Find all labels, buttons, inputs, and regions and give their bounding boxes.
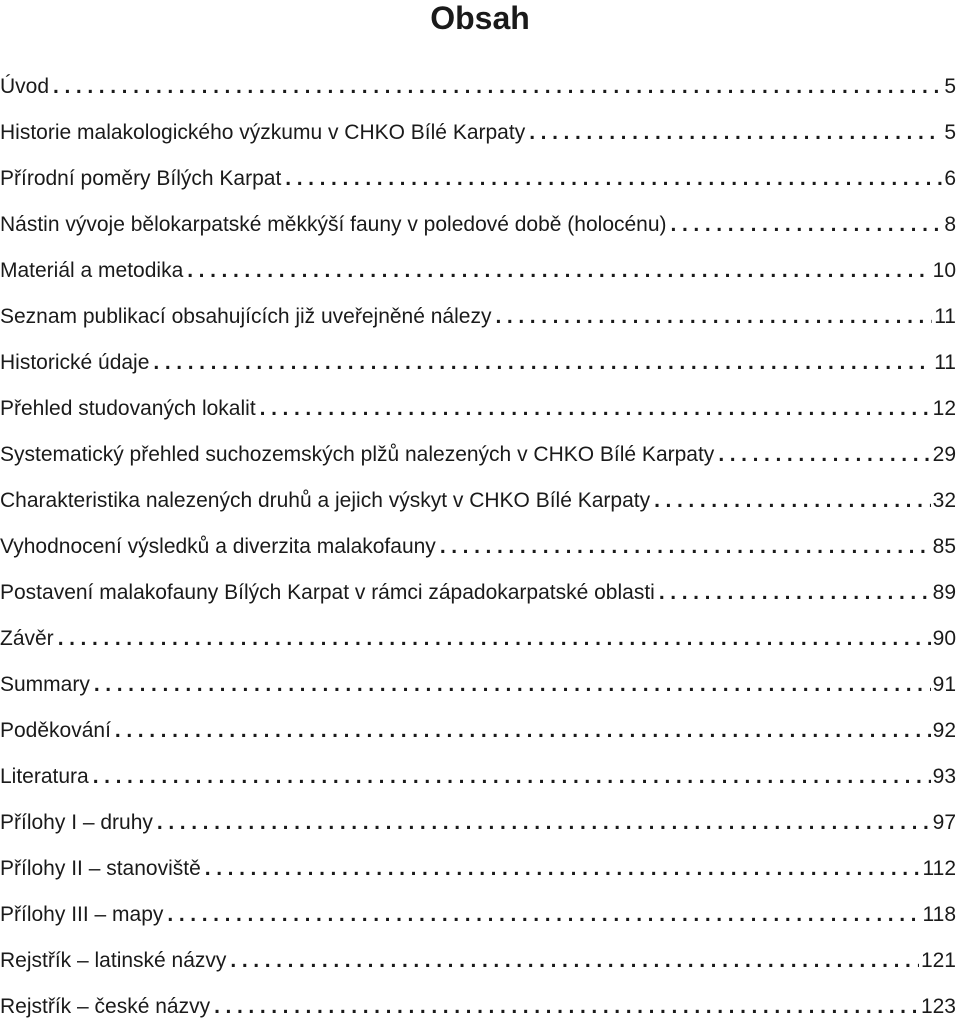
toc-entry-title: Přírodní poměry Bílých Karpat <box>0 167 282 190</box>
toc-entry-title: Systematický přehled suchozemských plžů nalezených v CHKO Bílé Karpaty <box>0 443 715 466</box>
toc-entry[interactable] <box>0 202 956 248</box>
toc-dot-leader <box>659 570 931 616</box>
toc-page-number: 90 <box>932 627 956 650</box>
toc-dot-leader <box>153 340 932 386</box>
toc-page-number: 8 <box>944 213 956 236</box>
toc-dot-leader <box>115 708 931 754</box>
toc-dot-leader <box>260 386 931 432</box>
toc-dot-leader <box>529 110 942 156</box>
toc-dot-leader <box>440 524 931 570</box>
toc-entry[interactable] <box>0 846 956 892</box>
toc-entry[interactable] <box>0 386 956 432</box>
toc-page-number: 29 <box>932 443 956 466</box>
toc-page-number: 89 <box>932 581 956 604</box>
toc-entry-title: Rejstřík – latinské názvy <box>0 949 227 972</box>
toc-page-number: 11 <box>934 305 956 328</box>
toc-entry[interactable] <box>0 662 956 708</box>
toc-entry-title: Přílohy I – druhy <box>0 811 153 834</box>
toc-entry[interactable] <box>0 800 956 846</box>
toc-page-number: 123 <box>920 995 956 1018</box>
toc-page-number: 112 <box>922 857 956 880</box>
toc-entry-title: Nástin vývoje bělokarpatské měkkýší fauny v poledové době (holocénu) <box>0 213 667 236</box>
table-of-contents <box>0 64 956 1030</box>
page-title: Obsah <box>430 0 530 36</box>
toc-dot-leader <box>157 800 931 846</box>
toc-entry-title: Přílohy II – stanoviště <box>0 857 201 880</box>
toc-entry[interactable] <box>0 984 956 1030</box>
toc-dot-leader <box>285 156 942 202</box>
toc-entry-title: Materiál a metodika <box>0 259 184 282</box>
toc-entry[interactable] <box>0 524 956 570</box>
toc-entry-title: Poděkování <box>0 719 111 742</box>
toc-entry-title: Přehled studovaných lokalit <box>0 397 256 420</box>
toc-dot-leader <box>93 754 931 800</box>
toc-dot-leader <box>53 64 942 110</box>
toc-dot-leader <box>654 478 931 524</box>
toc-entry-title: Postavení malakofauny Bílých Karpat v rámci západokarpatské oblasti <box>0 581 655 604</box>
toc-dot-leader <box>187 248 930 294</box>
toc-page-number: 93 <box>932 765 956 788</box>
toc-dot-leader <box>230 938 919 984</box>
toc-page-number: 92 <box>932 719 956 742</box>
toc-entry[interactable] <box>0 64 956 110</box>
toc-dot-leader <box>671 202 943 248</box>
toc-entry[interactable] <box>0 340 956 386</box>
toc-entry-title: Charakteristika nalezených druhů a jejich výskyt v CHKO Bílé Karpaty <box>0 489 651 512</box>
toc-page-number: 32 <box>932 489 956 512</box>
toc-entry-title: Historické údaje <box>0 351 150 374</box>
toc-page-number: 10 <box>932 259 956 282</box>
toc-entry-title: Literatura <box>0 765 89 788</box>
toc-dot-leader <box>718 432 930 478</box>
toc-dot-leader <box>214 984 919 1030</box>
toc-entry[interactable] <box>0 708 956 754</box>
toc-entry[interactable] <box>0 478 956 524</box>
toc-page-number: 97 <box>932 811 956 834</box>
toc-dot-leader <box>205 846 921 892</box>
toc-entry[interactable] <box>0 294 956 340</box>
toc-dot-leader <box>495 294 932 340</box>
toc-entry-title: Vyhodnocení výsledků a diverzita malakofauny <box>0 535 436 558</box>
toc-entry[interactable] <box>0 754 956 800</box>
toc-entry-title: Úvod <box>0 75 50 98</box>
toc-page-number: 11 <box>934 351 956 374</box>
toc-entry[interactable] <box>0 156 956 202</box>
toc-entry[interactable] <box>0 938 956 984</box>
toc-page-number: 6 <box>944 167 956 190</box>
toc-page-number: 121 <box>920 949 956 972</box>
toc-page-number: 5 <box>944 75 956 98</box>
toc-entry-title: Historie malakologického výzkumu v CHKO Bílé Karpaty <box>0 121 526 144</box>
toc-page-number: 85 <box>932 535 956 558</box>
toc-page-number: 12 <box>932 397 956 420</box>
toc-dot-leader <box>58 616 931 662</box>
toc-entry[interactable] <box>0 432 956 478</box>
toc-entry-title: Přílohy III – mapy <box>0 903 164 926</box>
toc-entry[interactable] <box>0 570 956 616</box>
toc-dot-leader <box>167 892 920 938</box>
toc-page-number: 91 <box>932 673 956 696</box>
toc-entry[interactable] <box>0 616 956 662</box>
toc-page-number: 5 <box>944 121 956 144</box>
toc-entry-title: Rejstřík – české názvy <box>0 995 211 1018</box>
toc-entry-title: Závěr <box>0 627 54 650</box>
toc-entry-title: Seznam publikací obsahujících již uveřejněné nálezy <box>0 305 492 328</box>
toc-dot-leader <box>94 662 931 708</box>
toc-page-number: 118 <box>922 903 956 926</box>
toc-entry[interactable] <box>0 110 956 156</box>
toc-entry[interactable] <box>0 248 956 294</box>
toc-entry[interactable] <box>0 892 956 938</box>
toc-entry-title: Summary <box>0 673 90 696</box>
